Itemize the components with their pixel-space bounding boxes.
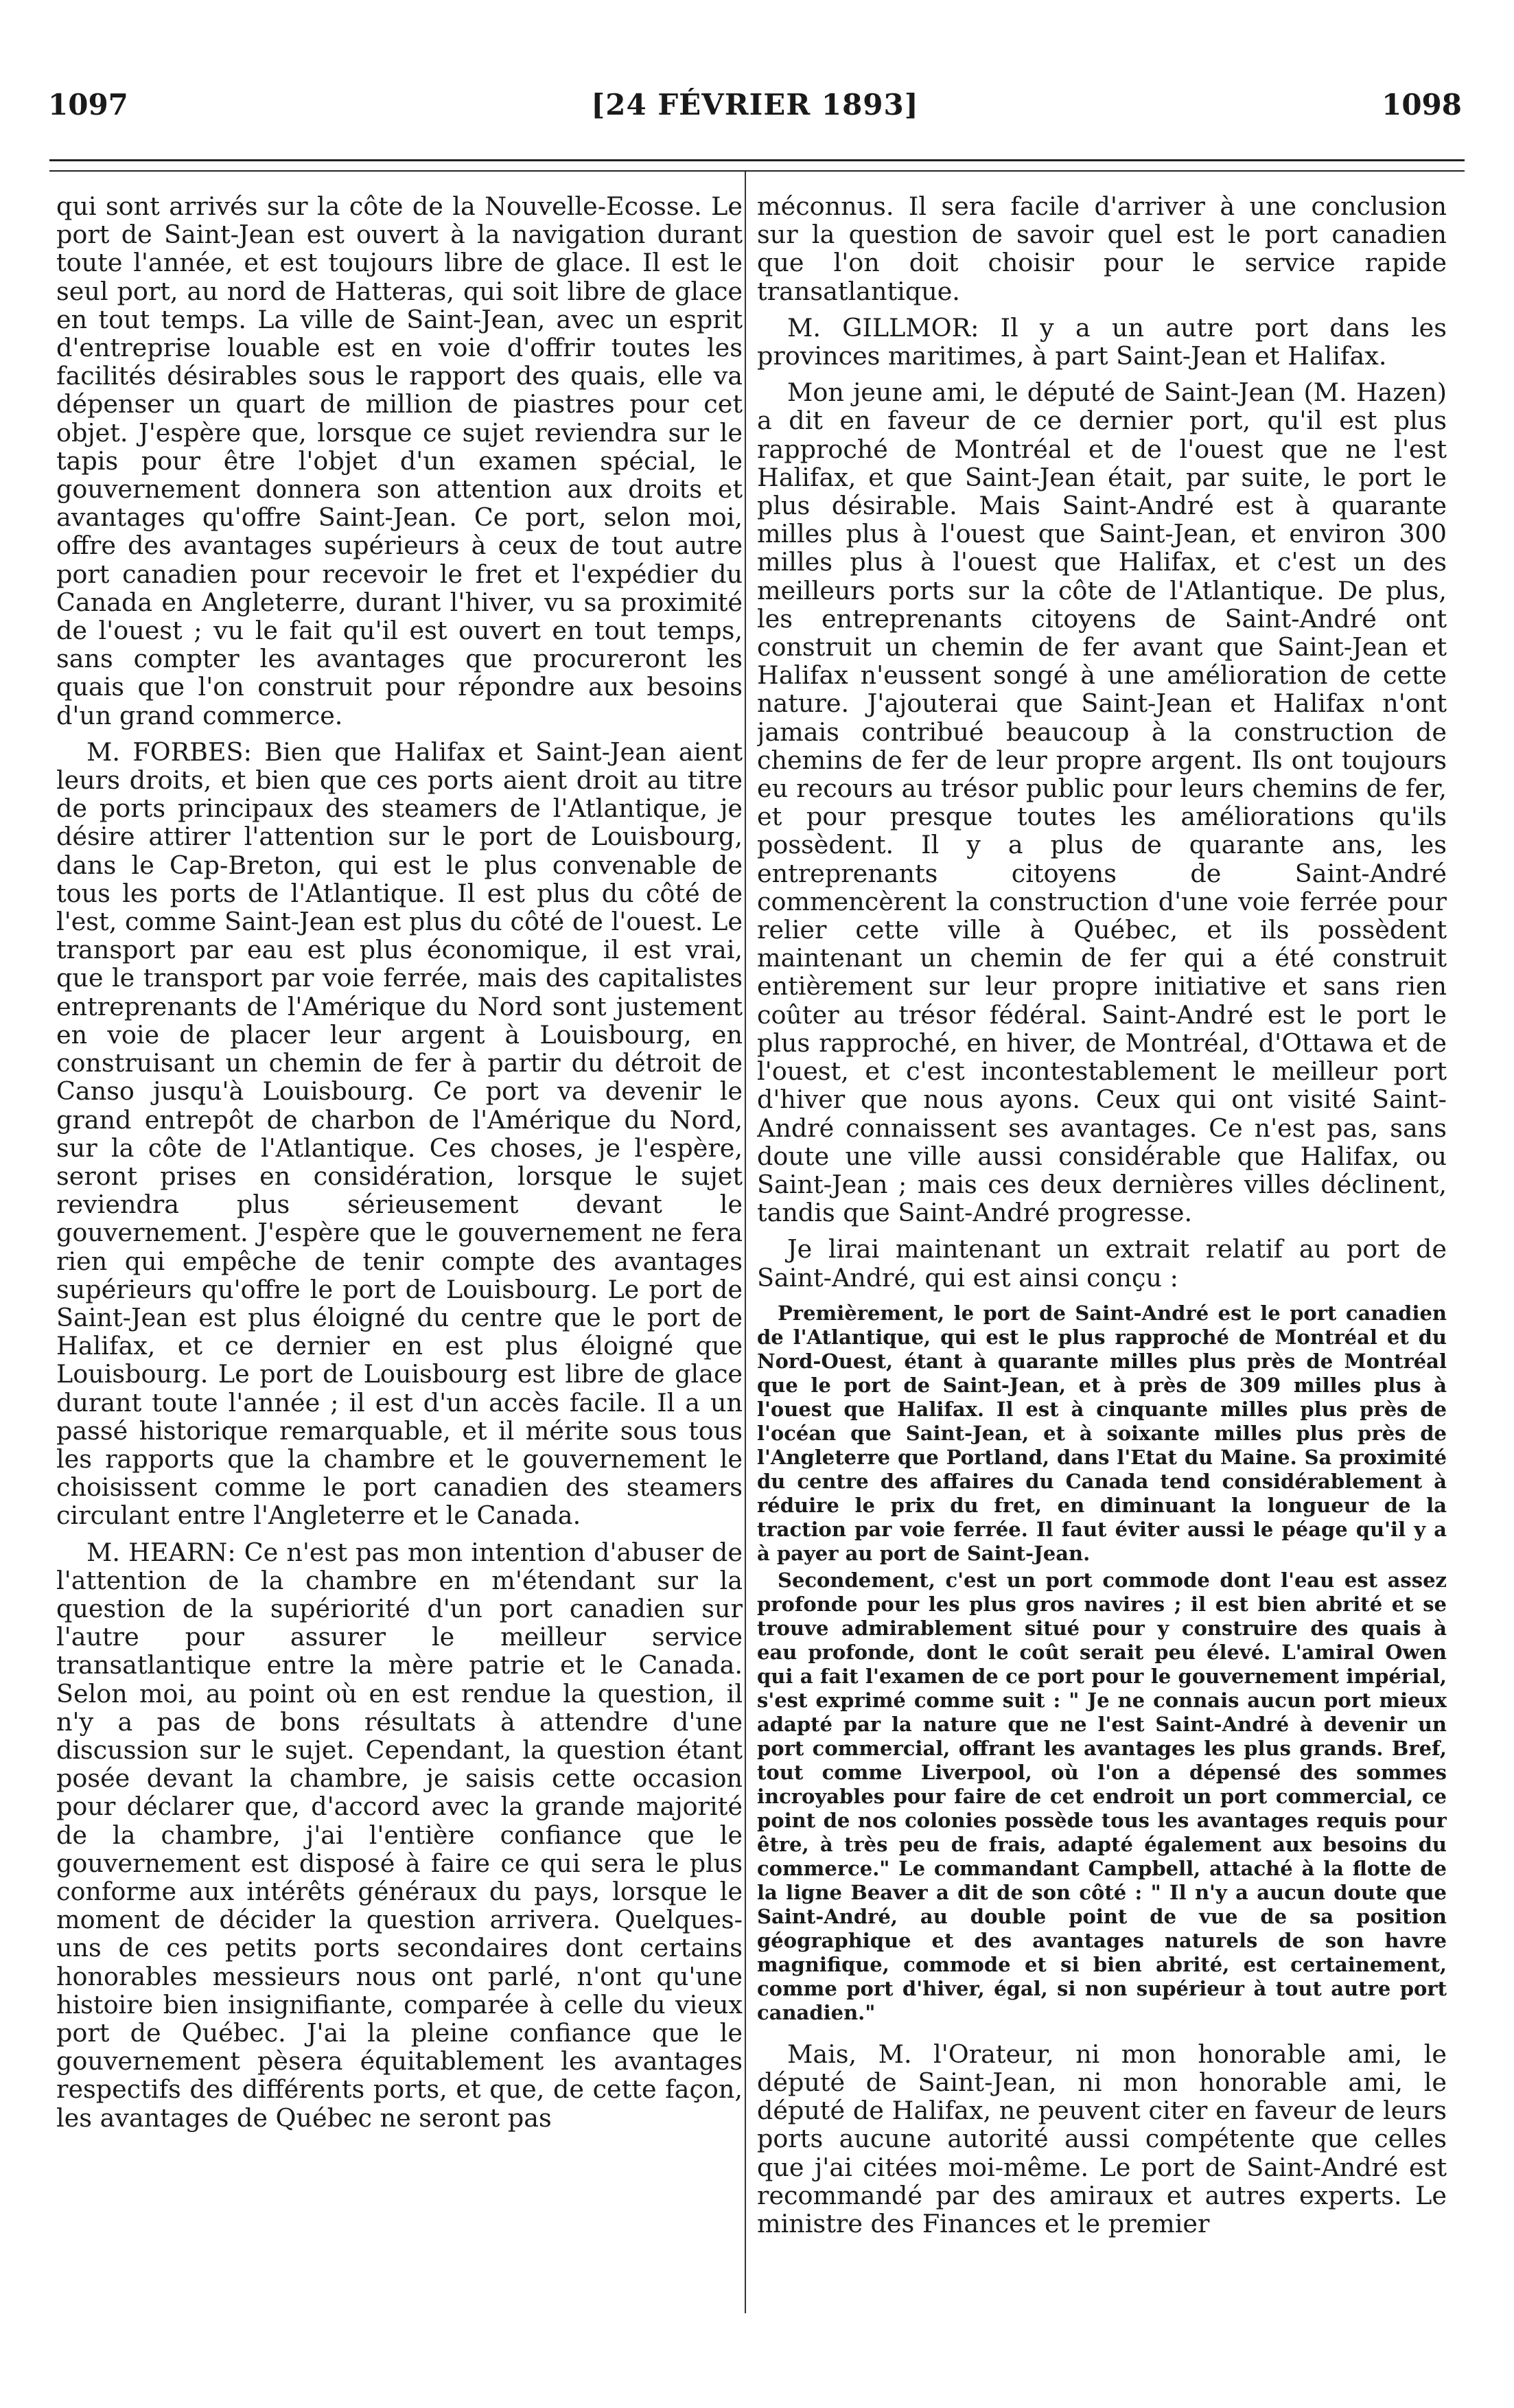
paragraph — [757, 1235, 1447, 1291]
paragraph-text: Je lirai maintenant un extrait relatif au port de Saint-André, qui est ainsi conçu : — [757, 1234, 1447, 1293]
left-column — [56, 192, 743, 2334]
paragraph-text: méconnus. Il sera facile d'arriver à une conclusion sur la question de savoir quel est le port canadien que l'on doit choisir pour le service rapide transatlantique. — [757, 192, 1447, 306]
right-page-number: 1098 — [1382, 88, 1462, 121]
paragraph — [56, 1538, 743, 2132]
header-rule-top — [49, 159, 1465, 161]
paragraph — [757, 314, 1447, 370]
right-column — [757, 192, 1447, 2334]
paragraph-text: : Ce n'est pas mon intention d'abuser de l'attention de la chambre en m'étendant sur la question de la supériorité d'un port canadien sur l'autre pour assurer le meilleur service transatlantique entre la mère patrie et le Canada. Selon moi, au point où en est rendue la question, il n'y a pas de bons résultats à attendre d'une discussion sur le sujet. Cependant, la question étant posée devant la chambre, je saisis cette occasion pour déclarer que, d'accord avec la grande majorité de la chambre, j'ai l'entière confiance que le gouvernement est disposé à faire ce qui sera le plus conforme aux intérêts généraux du pays, lorsque le moment de décider la question arrivera. Quelques-uns de ces petits ports secondaires dont certains honorables messieurs nous ont parlé, n'ont qu'une histoire bien insignifiante, comparée à celle du vieux port de Québec. J'ai la pleine confiance que le gouvernement pèsera équitablement les avantages respectifs des différents ports, et que, de cette façon, les avantages de Québec ne seront pas — [56, 1537, 743, 2133]
block-quote — [757, 1301, 1447, 2025]
paragraph — [757, 2040, 1447, 2238]
quote-paragraph: Premièrement, le port de Saint-André est le port canadien de l'Atlantique, qui est le plus rapproché de Montréal et du Nord-Ouest, étant à quarante milles plus près de Montréal que le port de Saint-Jean, et à près de 309 milles plus à l'ouest que Halifax. Il est à cinquante milles plus près de l'océan que Saint-Jean, et à soixante milles plus près de l'Angleterre que Portland, dans l'Etat du Maine. Sa proximité du centre des affaires du Canada tend considérablement à réduire le prix du fret, en diminuant la longueur de la traction par voie ferrée. Il faut éviter aussi le péage qu'il y a à payer au port de Saint-Jean. — [757, 1301, 1447, 1565]
paragraph — [56, 738, 743, 1530]
left-page-number: 1097 — [48, 88, 128, 121]
speaker-name: M. GILLMOR — [787, 312, 971, 343]
header-rule-bottom — [49, 170, 1465, 172]
paragraph — [757, 378, 1447, 1227]
speaker-name: M. HEARN — [86, 1537, 228, 1567]
quote-paragraph: Secondement, c'est un port commode dont l'eau est assez profonde pour les plus gros navires ; il est bien abrité et se trouve admirablement situé pour y construire des quais à eau profonde, dont le coût serait peu élevé. L'amiral Owen qui a fait l'examen de ce port pour le gouvernement impérial, s'est exprimé comme suit : " Je ne connais aucun port mieux adapté par la nature que ne l'est Saint-André à devenir un port commercial, offrant les avantages les plus grands. Bref, tout comme Liverpool, où l'on a dépensé des sommes incroyables pour faire de cet endroit un port commercial, ce point de nos colonies possède tous les avantages requis pour être, à très peu de frais, adapté également aux besoins du commerce." Le commandant Campbell, attaché à la flotte de la ligne Beaver a dit de son côté : " Il n'y a aucun doute que Saint-André, au double point de vue de sa position géographique et des avantages naturels de son havre magnifique, commode et si bien abrité, est certainement, comme port d'hiver, égal, si non supérieur à tout autre port canadien." — [757, 1568, 1447, 2024]
speaker-name: M. FORBES — [86, 737, 244, 767]
page-header — [48, 88, 1462, 143]
paragraph-text: qui sont arrivés sur la côte de la Nouvelle-Ecosse. Le port de Saint-Jean est ouvert à la navigation durant toute l'année, et est toujours libre de glace. Il est le seul port, au nord de Hatteras, qui soit libre de glace en tout temps. La ville de Saint-Jean, avec un esprit d'entreprise louable est en voie d'offrir toutes les facilités désirables sous le rapport des quais, elle va dépenser un quart de million de piastres pour cet objet. J'espère que, lorsque ce sujet reviendra sur le tapis pour être l'objet d'un examen spécial, le gouvernement donnera son attention aux droits et avantages qu'offre Saint-Jean. Ce port, selon moi, offre des avantages supérieurs à ceux de tout autre port canadien pour recevoir le fret et l'expédier du Canada en Angleterre, durant l'hiver, vu sa proximité de l'ouest ; vu le fait qu'il est ouvert en tout temps, sans compter les avantages que procureront les quais que l'on construit pour répondre aux besoins d'un grand commerce. — [56, 192, 743, 730]
page-date-title: [24 FÉVRIER 1893] — [591, 88, 919, 121]
paragraph-text: : Il y a un autre port dans les provinces maritimes, à part Saint-Jean et Halifax. — [757, 312, 1447, 371]
paragraph — [757, 192, 1447, 305]
paragraph-text: : Bien que Halifax et Saint-Jean aient leurs droits, et bien que ces ports aient droit au titre de ports principaux des steamers de l'Atlantique, je désire attirer l'attention sur le port de Louisbourg, dans le Cap-Breton, qui est le plus convenable de tous les ports de l'Atlantique. Il est plus du côté de l'est, comme Saint-Jean est plus du côté de l'ouest. Le transport par eau est plus économique, il est vrai, que le transport par voie ferrée, mais des capitalistes entreprenants de l'Amérique du Nord sont justement en voie de placer leur argent à Louisbourg, en construisant un chemin de fer à partir du détroit de Canso jusqu'à Louisbourg. Ce port va devenir le grand entrepôt de charbon de l'Amérique du Nord, sur la côte de l'Atlantique. Ces choses, je l'espère, seront prises en considération, lorsque le sujet reviendra plus sérieusement devant le gouvernement. J'espère que le gouvernement ne fera rien qui empêche de tenir compte des avantages supérieurs qu'offre le port de Louisbourg. Le port de Saint-Jean est plus éloigné du centre que le port de Halifax, et ce dernier en est plus éloigné que Louisbourg. Le port de Louisbourg est libre de glace durant toute l'année ; il est d'un accès facile. Il a un passé historique remarquable, et il mérite sous tous les rapports que la chambre et le gouvernement le choisissent comme le port canadien des steamers circulant entre l'Angleterre et le Canada. — [56, 737, 743, 1531]
paragraph-text: Mon jeune ami, le député de Saint-Jean (M. Hazen) a dit en faveur de ce dernier port, qu'il est plus rapproché de Montréal et de l'ouest que ne l'est Halifax, et que Saint-Jean était, par suite, le port le plus désirable. Mais Saint-André est à quarante milles plus à l'ouest que Saint-Jean, et environ 300 milles plus à l'ouest que Halifax, et c'est un des meilleurs ports sur la côte de l'Atlantique. De plus, les entreprenants citoyens de Saint-André ont construit un chemin de fer avant que Saint-Jean et Halifax n'eussent songé à une amélioration de cette nature. J'ajouterai que Saint-Jean et Halifax n'ont jamais contribué beaucoup à la construction de chemins de fer de leur propre argent. Ils ont toujours eu recours au trésor public pour leurs chemins de fer, et pour presque toutes les améliorations qu'ils possèdent. Il y a plus de quarante ans, les entreprenants citoyens de Saint-André commencèrent la construction d'une voie ferrée pour relier cette ville à Québec, et ils possèdent maintenant un chemin de fer qui a été construit entièrement sur leur propre initiative et sans rien coûter au trésor fédéral. Saint-André est le port le plus rapproché, en hiver, de Montréal, d'Ottawa et de l'ouest, et c'est incontestablement le meilleur port d'hiver que nous ayons. Ceux qui ont visité Saint-André connaissent ses avantages. Ce n'est pas, sans doute une ville aussi considérable que Halifax, ou Saint-Jean ; mais ces deux dernières villes déclinent, tandis que Saint-André progresse. — [757, 378, 1447, 1228]
paragraph-text: Mais, M. l'Orateur, ni mon honorable ami, le député de Saint-Jean, ni mon honorable ami, le député de Halifax, ne peuvent citer en faveur de leurs ports aucune autorité aussi compétente que celles que j'ai citées moi-même. Le port de Saint-André est recommandé par des amiraux et autres experts. Le ministre des Finances et le premier — [757, 2039, 1447, 2238]
column-divider — [745, 172, 746, 2313]
paragraph — [56, 192, 743, 730]
